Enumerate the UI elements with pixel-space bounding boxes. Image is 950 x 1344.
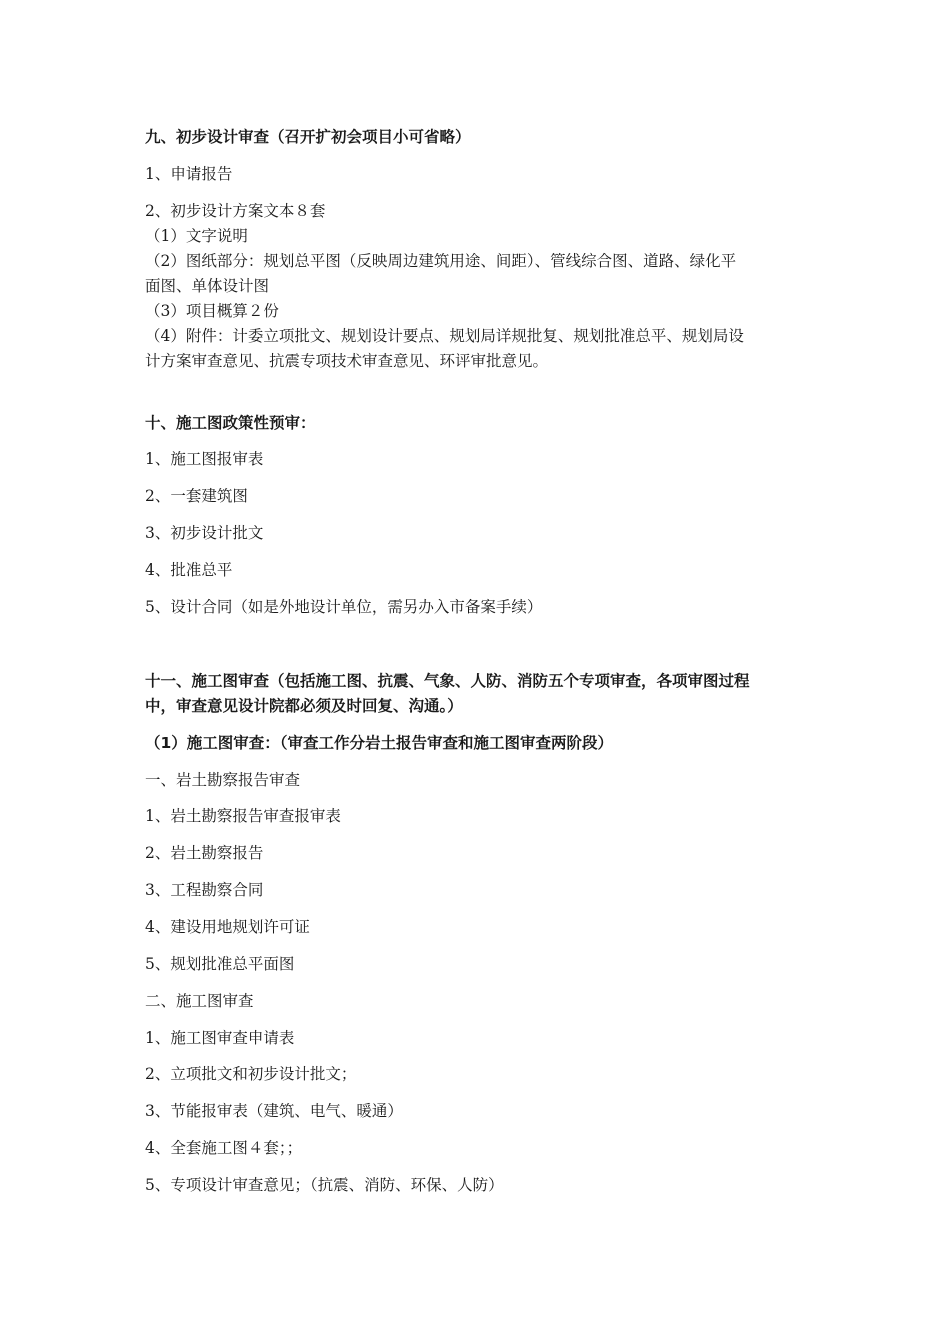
- list-item: 2、初步设计方案文本８套: [145, 202, 326, 220]
- section-10-heading: 十、施工图政策性预审：: [145, 414, 316, 432]
- part-2-title: 二、施工图审查: [145, 992, 254, 1010]
- list-item: 1、施工图审查申请表: [145, 1029, 295, 1047]
- list-item: 5、专项设计审查意见；（抗震、消防、环保、人防）: [145, 1176, 504, 1194]
- list-item: 2、一套建筑图: [145, 487, 248, 505]
- list-item: （3）项目概算２份: [145, 302, 279, 320]
- list-item: 4、全套施工图４套；；: [145, 1139, 303, 1157]
- section-11-subheading: （1）施工图审查：（审查工作分岩土报告审查和施工图审查两阶段）: [145, 734, 614, 752]
- list-item: （1）文字说明: [145, 227, 248, 245]
- list-item: 3、节能报审表（建筑、电气、暖通）: [145, 1102, 403, 1120]
- list-item: 3、初步设计批文: [145, 524, 264, 542]
- list-item: 5、规划批准总平面图: [145, 955, 295, 973]
- list-item: 1、岩土勘察报告审查报审表: [145, 807, 341, 825]
- section-11-heading: 十一、施工图审查（包括施工图、抗震、气象、人防、消防五个专项审查，各项审图过程: [145, 672, 750, 690]
- part-1-title: 一、岩土勘察报告审查: [145, 771, 301, 789]
- list-item: 面图、单体设计图: [145, 277, 270, 295]
- section-9-heading: 九、初步设计审查（召开扩初会项目小可省略）: [145, 128, 471, 146]
- list-item: 计方案审查意见、抗震专项技术审查意见、环评审批意见。: [145, 352, 549, 370]
- section-11-heading-cont: 中，审查意见设计院都必须及时回复、沟通。）: [145, 697, 463, 715]
- list-item: 2、立项批文和初步设计批文；: [145, 1065, 357, 1083]
- list-item: 1、申请报告: [145, 165, 233, 183]
- list-item: 1、施工图报审表: [145, 450, 264, 468]
- list-item: 4、建设用地规划许可证: [145, 918, 310, 936]
- list-item: 2、岩土勘察报告: [145, 844, 264, 862]
- list-item: 3、工程勘察合同: [145, 881, 264, 899]
- list-item: （4）附件：计委立项批文、规划设计要点、规划局详规批复、规划批准总平、规划局设: [145, 327, 744, 345]
- list-item: 4、批准总平: [145, 561, 233, 579]
- list-item: （2）图纸部分：规划总平图（反映周边建筑用途、间距）、管线综合图、道路、绿化平: [145, 252, 737, 270]
- list-item: 5、设计合同（如是外地设计单位，需另办入市备案手续）: [145, 598, 543, 616]
